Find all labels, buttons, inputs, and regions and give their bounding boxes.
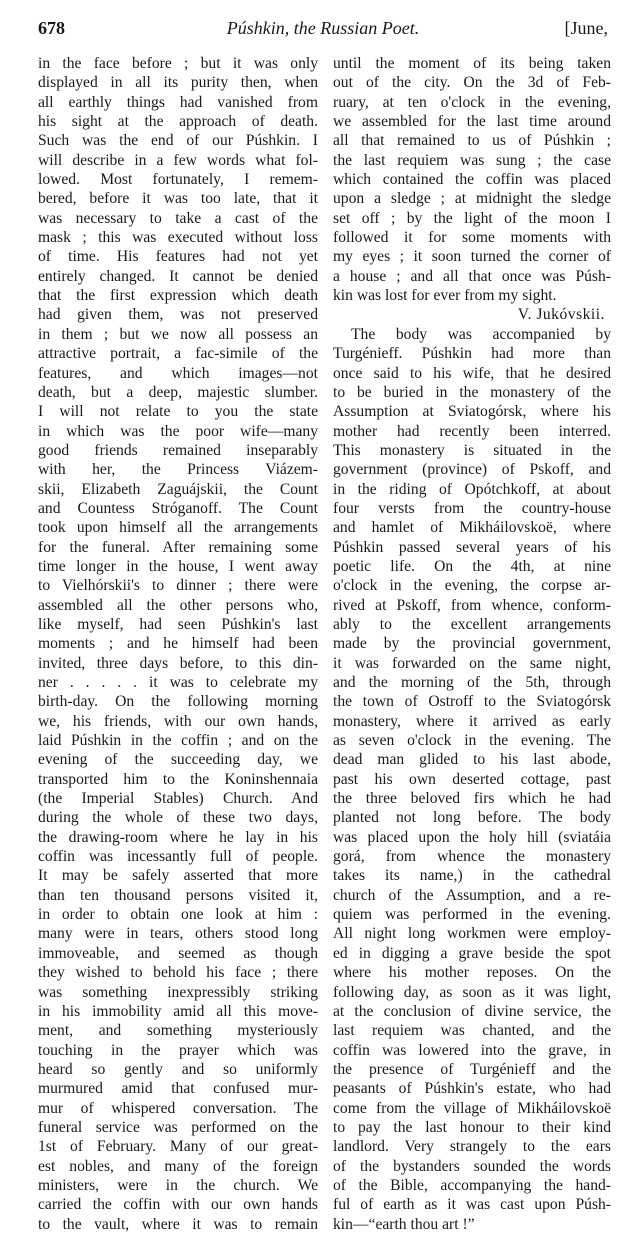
text-line: death, but a deep, majestic slumber.: [38, 383, 318, 401]
text-line: as seven o'clock in the evening. The: [333, 732, 611, 750]
text-line: displayed in all its purity then, when: [38, 74, 318, 92]
text-line: made by the provincial government,: [333, 635, 611, 653]
text-line: the drawing-room where he lay in his: [38, 828, 318, 846]
text-line: heard so gently and so uniformly: [38, 1060, 318, 1078]
text-line: had given them, was not preserved: [38, 306, 318, 324]
text-line: where his mother reposes. On the: [333, 964, 611, 982]
text-line: takes its name,) in the cathedral: [333, 867, 611, 885]
text-line: we assembled for the last time around: [333, 113, 611, 131]
text-line: the three beloved firs which he had: [333, 790, 611, 808]
text-line: all that remained to us of Púshkin ;: [333, 132, 611, 150]
text-line: was necessary to take a cast of the: [38, 209, 318, 227]
text-line: poetic life. On the 4th, at nine: [333, 557, 611, 575]
text-line: kin was lost for ever from my sight.: [333, 287, 557, 305]
text-line: est nobles, and many of the foreign: [38, 1157, 318, 1175]
text-line: ner . . . . . it was to celebrate my: [38, 674, 318, 691]
text-line: funeral service was performed on the: [38, 1118, 318, 1136]
text-line: in order to obtain one look at him :: [38, 906, 318, 924]
text-line: than ten thousand persons visited it,: [38, 886, 318, 904]
text-line: in them ; but we now all possess an: [38, 325, 318, 343]
text-line: his sight at the approach of death.: [38, 113, 318, 131]
text-line: invited, three days before, to this din-: [38, 654, 318, 672]
text-line: laid Púshkin in the coffin ; and on the: [38, 732, 318, 750]
text-line: like myself, had seen Púshkin's last: [38, 615, 318, 633]
text-line: to Vielhórskii's to dinner ; there were: [38, 577, 318, 595]
text-line: ably to the excellent arrangements: [333, 615, 611, 633]
text-line: moments ; and he himself had been: [38, 635, 318, 653]
running-title: Púshkin, the Russian Poet.: [226, 18, 420, 38]
text-line: mask ; this was executed without loss: [38, 229, 318, 247]
text-line: government (province) of Pskoff, and: [333, 461, 611, 479]
text-line: quiem was performed in the evening.: [333, 906, 611, 924]
text-line: o'clock in the evening, the corpse ar-: [333, 577, 611, 595]
text-line: was something inexpressibly striking: [38, 983, 318, 1001]
text-line: followed it for some moments with: [333, 229, 611, 247]
text-line: dead man glided to his last abode,: [333, 751, 611, 769]
text-line: in the face before ; but it was only: [38, 55, 318, 72]
text-line: my eyes ; it soon turned the corner of: [333, 248, 611, 266]
text-line: once said to his wife, that he desired: [333, 364, 611, 382]
text-line: The body was accompanied by: [351, 325, 611, 343]
text-line: that the first expression which death: [38, 287, 318, 305]
text-line: and hamlet of Mikháilovskoë, where: [333, 519, 611, 537]
text-line: they wished to behold his face ; there: [38, 964, 318, 982]
text-line: until the moment of its being taken: [333, 55, 611, 72]
text-line: transported him to the Koninshennaia: [38, 770, 318, 788]
text-line: planted not long before. The body: [333, 809, 611, 827]
text-line: ed in digging a grave beside the spot: [333, 944, 611, 962]
text-line: the town of Ostroff to the Sviatogórsk: [333, 693, 611, 711]
text-line: church of the Assumption, and a re-: [333, 886, 611, 904]
text-line: murmured amid that confused mur-: [38, 1080, 318, 1098]
text-line: features, and which images—not: [38, 364, 318, 382]
text-line: assembled all the other persons who,: [38, 596, 318, 614]
author-signature: V. Jukóvskii.: [517, 306, 605, 324]
text-line: It may be safely asserted that more: [38, 867, 318, 885]
text-line: entirely changed. It cannot be denied: [38, 267, 318, 285]
text-line: four versts from the country-house: [333, 499, 611, 517]
text-line: immoveable, and seemed as though: [38, 944, 318, 962]
text-line: Such was the end of our Púshkin. I: [38, 132, 318, 150]
text-line: was placed upon the holy hill (sviatáia: [333, 828, 611, 846]
text-line: ministers, were in the church. We: [38, 1176, 318, 1194]
text-line: All night long workmen were employ-: [333, 925, 611, 943]
text-line: of time. His features had not yet: [38, 248, 318, 266]
text-line: of the bystanders sounded the words: [333, 1157, 611, 1175]
text-line: bered, before it was too late, that it: [38, 190, 318, 208]
text-line: Turgénieff. Púshkin had more than: [333, 345, 611, 363]
text-line: ment, and something mysteriously: [38, 1022, 318, 1040]
text-line: and Countess Stróganoff. The Count: [38, 499, 318, 517]
left-column: [38, 54, 318, 1234]
text-line: attractive portrait, a fac-simile of the: [38, 345, 318, 363]
text-line: following day, as soon as it was light,: [333, 983, 611, 1001]
text-line: upon a sledge ; at midnight the sledge: [333, 190, 611, 208]
text-line: coffin was lowered into the grave, in: [333, 1041, 611, 1059]
text-line: and the morning of the 5th, through: [333, 674, 611, 691]
text-line: good friends remained inseparably: [38, 441, 318, 459]
running-header: [38, 18, 608, 46]
text-line: Púshkin passed several years of his: [333, 538, 611, 556]
text-line: to the vault, where it was to remain: [38, 1215, 318, 1233]
text-line: (the Imperial Stables) Church. And: [38, 790, 318, 808]
text-line: past his own deserted cottage, past: [333, 770, 611, 788]
text-line: kin—“earth thou art !”: [333, 1215, 475, 1233]
text-line: to be buried in the monastery of the: [333, 383, 611, 401]
text-line: in which was the poor wife—many: [38, 422, 318, 440]
text-line: with her, the Princess Viázem-: [38, 461, 318, 479]
text-line: last requiem was chanted, and the: [333, 1022, 611, 1040]
text-line: gorá, from whence the monastery: [333, 848, 611, 866]
text-line: coffin was incessantly full of people.: [38, 848, 318, 866]
text-line: 1st of February. Many of our great-: [38, 1138, 318, 1156]
text-line: monastery, where it arrived as early: [333, 712, 611, 730]
text-line: This monastery is situated in the: [333, 441, 611, 459]
text-line: rived at Pskoff, from whence, conform-: [333, 596, 611, 614]
text-line: mur of whispered conversation. The: [38, 1099, 318, 1117]
text-line: set off ; by the light of the moon I: [333, 209, 611, 227]
text-line: I will not relate to you the state: [38, 403, 318, 421]
text-line: it was forwarded on the same night,: [333, 654, 611, 672]
text-line: birth-day. On the following morning: [38, 693, 318, 711]
text-line: the last requiem was sung ; the case: [333, 151, 611, 169]
text-line: of the Bible, accompanying the hand-: [333, 1176, 611, 1194]
text-line: took upon himself all the arrangements: [38, 519, 318, 537]
text-line: touching in the prayer which was: [38, 1041, 318, 1059]
text-line: come from the village of Mikháilovskoë: [333, 1099, 611, 1117]
text-line: the presence of Turgénieff and the: [333, 1060, 611, 1078]
text-line: a house ; and all that once was Púsh-: [333, 267, 611, 285]
text-line: carried the coffin with our own hands: [38, 1196, 318, 1214]
text-line: at the conclusion of divine service, the: [333, 1002, 611, 1020]
right-column: [333, 54, 611, 1234]
text-line: lowed. Most fortunately, I remem-: [38, 171, 318, 189]
text-line: we, his friends, with our own hands,: [38, 712, 318, 730]
text-line: evening of the succeeding day, we: [38, 751, 318, 769]
text-line: many were in tears, others stood long: [38, 925, 318, 943]
text-line: for the funeral. After remaining some: [38, 538, 318, 556]
text-line: Assumption at Sviatogórsk, where his: [333, 403, 611, 421]
text-line: ruary, at ten o'clock in the evening,: [333, 93, 611, 111]
text-line: landlord. Very strangely to the ears: [333, 1138, 611, 1156]
text-line: ful of earth as it was cast upon Púsh-: [333, 1196, 611, 1214]
text-line: during the whole of these two days,: [38, 809, 318, 827]
page-number: 678: [38, 18, 65, 38]
text-line: in his immobility amid all this move-: [38, 1002, 318, 1020]
text-line: to pay the last honour to their kind: [333, 1118, 611, 1136]
text-line: mother had recently been interred.: [333, 422, 611, 440]
text-line: time longer in the house, I went away: [38, 557, 318, 575]
text-line: will describe in a few words what fol-: [38, 151, 318, 169]
text-line: which contained the coffin was placed: [333, 171, 611, 189]
header-month: [June,: [564, 18, 608, 38]
text-line: out of the city. On the 3d of Feb-: [333, 74, 611, 92]
text-line: skii, Elizabeth Zaguájskii, the Count: [38, 480, 318, 498]
text-line: in the riding of Opótchkoff, at about: [333, 480, 611, 498]
text-line: peasants of Púshkin's estate, who had: [333, 1080, 611, 1098]
text-line: all earthly things had vanished from: [38, 93, 318, 111]
